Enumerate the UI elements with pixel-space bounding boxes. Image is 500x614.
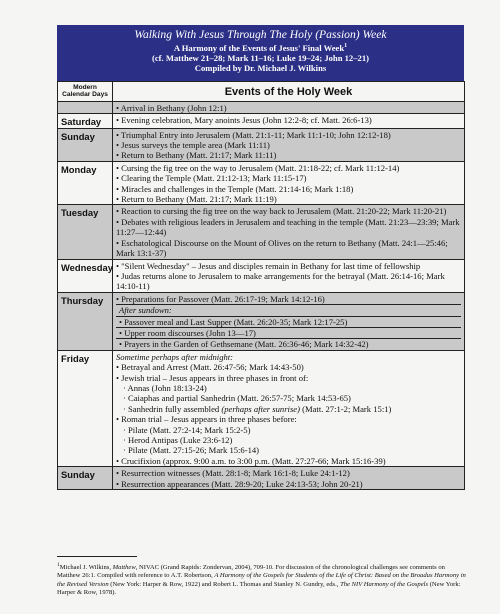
- footnote-divider: [57, 556, 137, 557]
- events-cell: [113, 467, 465, 490]
- compiler-credit: Compiled by Dr. Michael J. Wilkins: [194, 62, 327, 73]
- day-cell: Saturday: [58, 114, 113, 128]
- subtitle-text: A Harmony of the Events of Jesus' Final Week: [173, 42, 345, 53]
- event-item: • Preparations for Passover (Matt. 26:17-19; Mark 14:12-16): [116, 293, 325, 304]
- table-row: [58, 350, 465, 466]
- table-row: [58, 467, 465, 490]
- event-item: • Miracles and challenges in the Temple (Matt. 21:14-16; Mark 1:18): [116, 183, 354, 194]
- day-cell: Monday: [58, 161, 113, 205]
- event-item: • Passover meal and Last Supper (Matt. 26:20-35; Mark 12:17-25): [116, 316, 461, 327]
- day-cell: Wednesday: [58, 259, 113, 292]
- document: [57, 25, 464, 490]
- event-item: • Jesus surveys the temple area (Mark 11:11): [116, 140, 270, 151]
- after-midnight-label: Sometime perhaps after midnight:: [116, 351, 234, 362]
- events-cell: [113, 292, 465, 350]
- footnote: [57, 561, 467, 597]
- event-item: • Resurrection witnesses (Matt. 28:1-8; Mark 16:1-8; Luke 24:1-12): [116, 468, 350, 479]
- footnote-book-title: Matthew: [112, 564, 136, 572]
- event-item: • Evening celebration, Mary anoints Jesus (John 12:2-8; cf. Matt. 26:6-13): [116, 115, 372, 126]
- sub-event-item: [116, 404, 461, 414]
- event-item: • Prayers in the Garden of Gethsemane (Matt. 26:36-46; Mark 14:32-42): [116, 338, 461, 349]
- table-row: [58, 161, 465, 205]
- event-item: • Return to Bethany (Matt. 21:17; Mark 11:19): [116, 194, 277, 205]
- document-subtitle: [61, 41, 460, 53]
- events-cell: [113, 128, 465, 161]
- event-item: • Debates with religious leaders in Jerusalem and teaching in the temple (Matt. 21:23—23:39; Mark 11:27—12:44): [116, 216, 460, 238]
- event-item: • Upper room discourses (John 13—17): [116, 327, 461, 338]
- day-cell: Tuesday: [58, 205, 113, 259]
- events-cell: [113, 205, 465, 259]
- footnote-text: (New York: Harper & Row, 1922) and Robert L. Thomas and Stanley N. Gundry, eds.,: [108, 580, 341, 588]
- footnote-text: , NIVAC (Grand Rapids: Zondervan, 2004), 709-10. For discussion of the chronological challenges see comments on Matthew 26:1. Compiled with reference to A.T. Robertson,: [57, 564, 445, 580]
- table-row: [58, 101, 465, 113]
- footnote-book-title: The NIV Harmony of the Gospels: [340, 580, 429, 588]
- event-item: • Jewish trial – Jesus appears in three phases in front of:: [116, 372, 309, 383]
- day-cell: Sunday: [58, 467, 113, 490]
- event-item: • Arrival in Bethany (John 12:1): [116, 102, 227, 113]
- event-item: • Betrayal and Arrest (Matt. 26:47-56; Mark 14:43-50): [116, 362, 304, 373]
- event-item: • Clearing the Temple (Matt. 21:12-13; Mark 11:15-17): [116, 173, 307, 184]
- event-item: • Crucifixion (approx. 9:00 a.m. to 3:00 p.m. (Matt. 27:27-66; Mark 15:16-39): [116, 455, 386, 466]
- document-title: Walking With Jesus Through The Holy (Passion) Week: [134, 28, 387, 41]
- day-cell: Thursday: [58, 292, 113, 350]
- sub-event-item: · Caiaphas and partial Sanhedrin (Matt. 26:57-75; Mark 14:53-65): [123, 393, 351, 404]
- table-row: [58, 128, 465, 161]
- sub-event-item: · Herod Antipas (Luke 23:6-12): [123, 435, 233, 445]
- day-cell: Friday: [58, 350, 113, 466]
- holy-week-table: [57, 81, 465, 490]
- footnote-marker: 1: [344, 43, 348, 49]
- footnote-number: 1: [57, 562, 60, 568]
- events-cell: [113, 259, 465, 292]
- event-item: • Roman trial – Jesus appears in three phases before:: [116, 414, 297, 425]
- footnote-text: (New York: Harper & Row, 1978).: [57, 580, 461, 596]
- table-header: [58, 82, 465, 102]
- sub-event-ref: (Matt. 27:1-2; Mark 15:1): [299, 403, 392, 414]
- day-cell: Sunday: [58, 128, 113, 161]
- day-cell: [58, 101, 113, 113]
- event-item: • Triumphal Entry into Jerusalem (Matt. 21:1-11; Mark 11:1-10; John 12:12-18): [116, 129, 391, 140]
- sub-event-item: · Pilate (Matt. 27:2-14; Mark 15:2-5): [123, 424, 251, 435]
- events-cell: [113, 350, 465, 466]
- table-row: [58, 114, 465, 128]
- events-cell: [113, 101, 465, 113]
- sub-event-text: · Sanhedrin fully assembled: [123, 403, 220, 414]
- sub-event-item: · Annas (John 18:13-24): [123, 382, 207, 393]
- after-sundown-label: After sundown:: [116, 304, 461, 315]
- event-item: • Cursing the fig tree on the way to Jerusalem (Matt. 21:18-22; cf. Mark 11:12-14): [116, 162, 400, 173]
- event-item: • Eschatological Discourse on the Mount of Olives on the return to Bethany (Matt. 24:1—25:46; Mark 13:1-37): [116, 237, 448, 259]
- title-banner: [57, 25, 464, 81]
- event-item: • Resurrection appearances (Matt. 28:9-20; Luke 24:13-53; John 20-21): [116, 478, 363, 489]
- events-cell: [113, 161, 465, 205]
- table-row: [58, 205, 465, 259]
- event-item: • Judas returns alone to Jerusalem to make arrangements for the betrayal (Matt. 26:14-16; Mark 14:10-11): [116, 270, 445, 292]
- table-row: [58, 292, 465, 350]
- header-events: Events of the Holy Week: [113, 82, 465, 102]
- sub-event-note: (perhaps after sunrise): [221, 403, 300, 414]
- event-item: • "Silent Wednesday" – Jesus and disciples remain in Bethany for last time of fellowship: [116, 260, 421, 271]
- sub-event-item: · Pilate (Matt. 27:15-26; Mark 15:6-14): [123, 445, 260, 456]
- footnote-author: Michael J. Wilkins,: [59, 564, 113, 572]
- table-row: [58, 259, 465, 292]
- header-calendar-days: Modern Calendar Days: [58, 82, 113, 102]
- event-item: • Return to Bethany (Matt. 21:17; Mark 11:11): [116, 150, 277, 161]
- events-cell: [113, 114, 465, 128]
- footnote-book-title: A Harmony of the Gospels for Students of the Life of Christ: Based on the Broadus Harmony in the Revised Version: [57, 572, 466, 588]
- scripture-refs: (cf. Matthew 21–28; Mark 11–16; Luke 19–24; John 12–21): [152, 52, 369, 63]
- event-item: • Reaction to cursing the fig tree on the way back to Jerusalem (Matt. 21:20-22; Mark 11:20-21): [116, 206, 447, 217]
